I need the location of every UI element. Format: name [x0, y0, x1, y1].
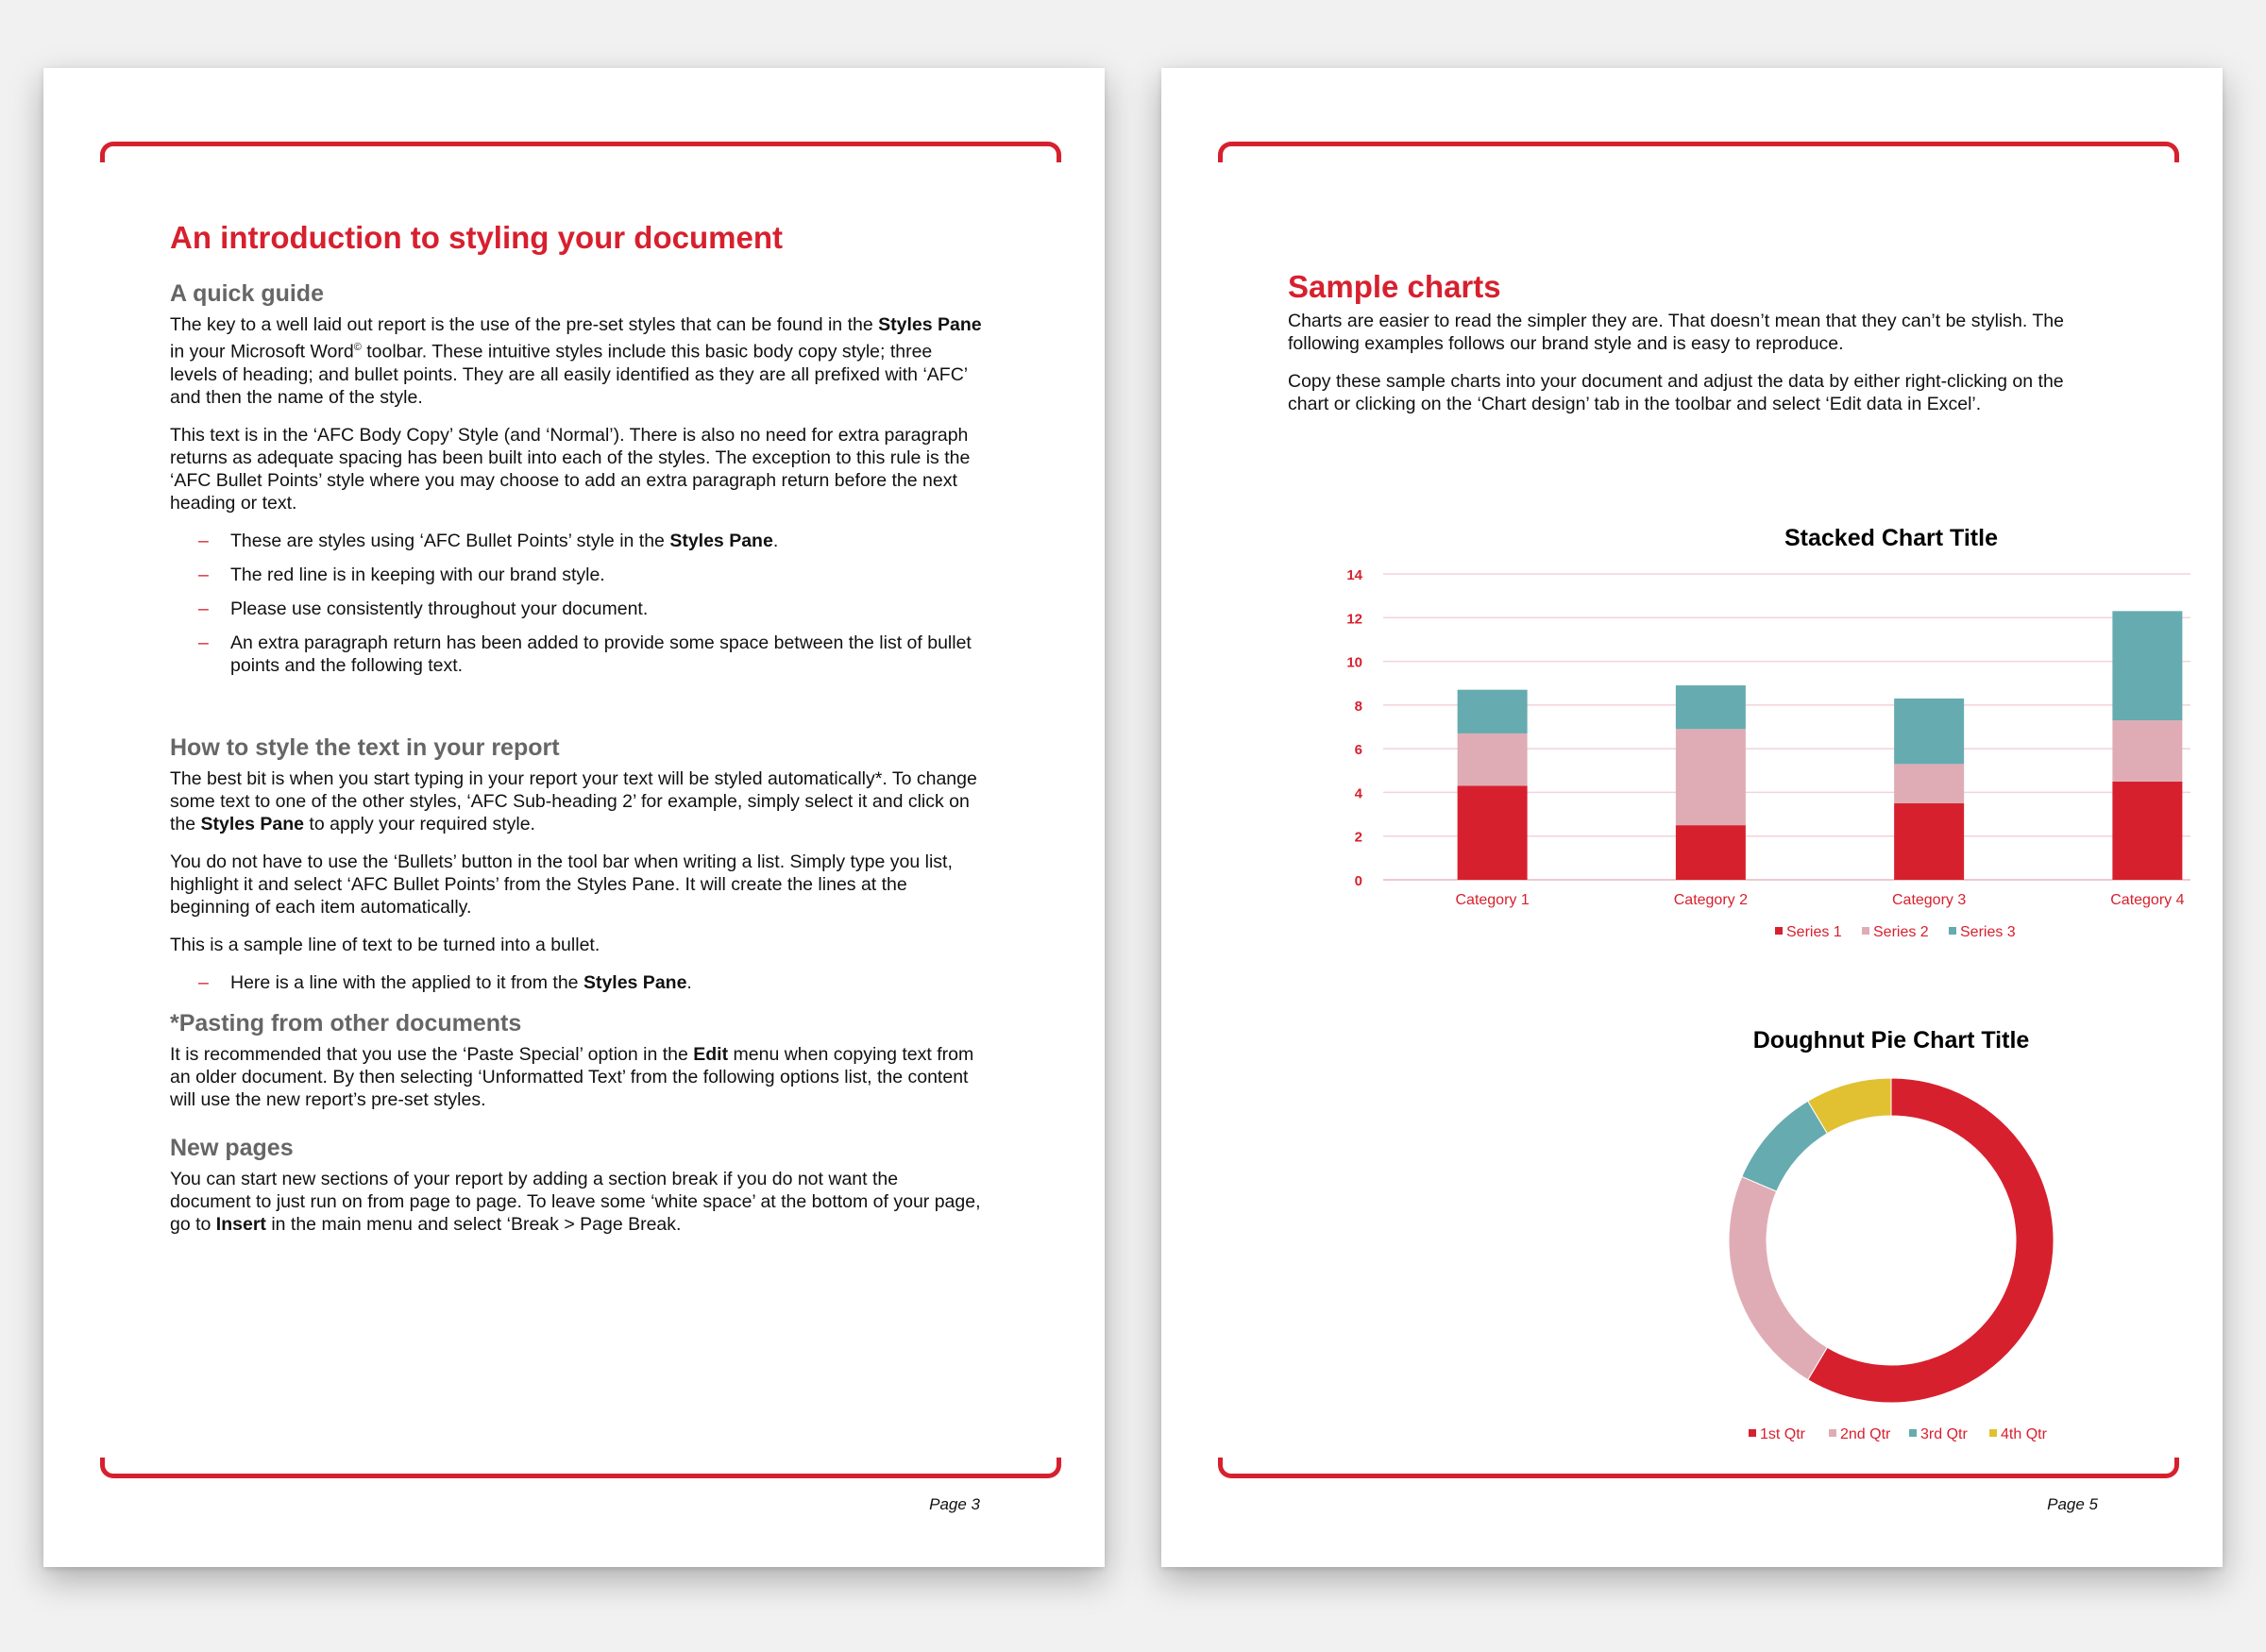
text: It is recommended that you use the ‘Paste Special’ option in the	[170, 1043, 694, 1065]
text: Here is a line with the applied to it from the	[230, 971, 583, 993]
legend-swatch	[1989, 1429, 1997, 1437]
paragraph: This is a sample line of text to be turned into a bullet.	[170, 934, 600, 955]
paragraph	[170, 767, 982, 835]
bullet-list	[170, 971, 982, 994]
section-heading-pasting: *Pasting from other documents	[170, 1009, 522, 1037]
page-title: An introduction to styling your document	[170, 220, 783, 255]
text: Please use consistently throughout your document.	[230, 598, 649, 619]
legend-label: 2nd Qtr	[1840, 1426, 1891, 1442]
bar-segment-series-2	[1676, 729, 1746, 825]
legend-label: 3rd Qtr	[1920, 1426, 1968, 1442]
doughnut-chart	[1246, 1012, 2190, 1456]
y-tick-label: 2	[1354, 829, 1362, 846]
bar-segment-series-1	[1458, 785, 1528, 880]
donut-slice-3rd-qtr	[1742, 1101, 1827, 1191]
x-tick-label: Category 1	[1455, 892, 1530, 908]
bullet-list	[170, 530, 982, 677]
text: You can start new sections of your report by adding a section break if you do not want the document to just run on from page to page. To leave some ‘white space’ at the bottom of your page, go to	[170, 1168, 981, 1235]
chart-title: Stacked Chart Title	[1784, 525, 1999, 551]
paragraph: Copy these sample charts into your document and adjust the data by either right-clicking on the chart or clicking on the ‘Chart design’ tab in the toolbar and select ‘Edit data in Excel’.	[1288, 371, 2064, 414]
x-tick-label: Category 3	[1891, 892, 1967, 908]
text: The red line is in keeping with our brand style.	[230, 564, 605, 585]
text: menu when copying text from an older document. By then selecting ‘Unformatted Text’ from the following options list, the content will use the new report’s pre-set styles.	[170, 1043, 974, 1110]
section-heading-quick-guide: A quick guide	[170, 280, 324, 307]
donut-slice-2nd-qtr	[1729, 1176, 1827, 1379]
bold-text: Styles Pane	[878, 314, 982, 335]
bar-segment-series-2	[2112, 720, 2182, 782]
chart-title: Doughnut Pie Chart Title	[1752, 1027, 2030, 1054]
bold-text: Insert	[215, 1213, 266, 1235]
bottom-red-rule	[100, 1458, 1061, 1478]
paragraph	[170, 1168, 982, 1236]
y-tick-label: 4	[1354, 785, 1362, 802]
bar-segment-series-1	[1676, 825, 1746, 880]
legend-label: Series 2	[1873, 924, 1929, 940]
bottom-red-rule	[1218, 1458, 2179, 1478]
text: toolbar. These intuitive styles include this basic body copy style; three levels of heading; and bullet points. They are all easily identified as they are all prefixed with ‘AFC’ and then the name of the style.	[170, 341, 968, 408]
page-number: Page 5	[2047, 1495, 2098, 1513]
legend-label: 4th Qtr	[2001, 1426, 2047, 1442]
top-red-rule	[1218, 142, 2179, 162]
list-item	[170, 971, 982, 994]
y-tick-label: 6	[1354, 742, 1362, 759]
y-tick-label: 0	[1354, 873, 1362, 889]
bold-text: Edit	[693, 1043, 729, 1065]
section-heading-new-pages: New pages	[170, 1134, 294, 1161]
y-tick-label: 12	[1346, 611, 1362, 628]
legend-swatch	[1829, 1429, 1836, 1437]
paragraph: This text is in the ‘AFC Body Copy’ Style (and ‘Normal’). There is also no need for extra paragraph returns as adequate spacing has been built into each of the styles. The exception to this rule is the ‘AFC Bullet Points’ style where you may choose to add an extra paragraph return before the next heading or text.	[170, 424, 971, 514]
bold-text: Styles Pane	[669, 530, 773, 551]
dash-bullet-icon: –	[198, 598, 209, 619]
x-tick-label: Category 4	[2110, 892, 2185, 908]
bar-segment-series-2	[1894, 764, 1964, 803]
page-number: Page 3	[929, 1495, 980, 1513]
dash-bullet-icon: –	[198, 971, 209, 993]
text: An extra paragraph return has been added to provide some space between the list of bullet points and the following text.	[230, 632, 972, 676]
text: .	[686, 971, 692, 993]
y-tick-label: 14	[1346, 567, 1362, 583]
legend-swatch	[1862, 927, 1869, 935]
page-content	[1288, 268, 2100, 430]
page-title: Sample charts	[1288, 269, 1501, 304]
text: in your Microsoft Word	[170, 341, 354, 362]
bar-segment-series-3	[1676, 685, 1746, 729]
text: The best bit is when you start typing in your report your text will be styled automatically*. To change some text to one of the other styles, ‘AFC Sub-heading 2’ for example, simply select it and click on the	[170, 767, 977, 834]
document-page-right	[1161, 68, 2223, 1567]
text: .	[772, 530, 779, 551]
paragraph	[170, 313, 982, 409]
legend-swatch	[1749, 1429, 1756, 1437]
text: The key to a well laid out report is the use of the pre-set styles that can be found in the	[170, 314, 879, 335]
y-tick-label: 10	[1346, 654, 1362, 671]
dash-bullet-icon: –	[198, 530, 209, 551]
bar-segment-series-3	[1458, 690, 1528, 733]
legend-label: Series 3	[1960, 924, 2016, 940]
stacked-bar-chart	[1246, 510, 2190, 953]
dash-bullet-icon: –	[198, 632, 209, 653]
bar-segment-series-1	[1894, 803, 1964, 880]
text: in the main menu and select ‘Break > Page Break.	[265, 1213, 682, 1235]
page-content	[170, 219, 982, 1251]
section-heading-style-text: How to style the text in your report	[170, 733, 560, 761]
y-tick-label: 8	[1354, 698, 1362, 715]
bar-segment-series-3	[1894, 699, 1964, 764]
bold-text: Styles Pane	[583, 971, 687, 993]
bar-segment-series-2	[1458, 733, 1528, 786]
list-item	[170, 598, 982, 620]
list-item	[170, 564, 982, 586]
list-item	[170, 530, 982, 552]
bar-segment-series-3	[2112, 611, 2182, 720]
list-item	[170, 632, 982, 677]
superscript: ©	[353, 342, 362, 353]
legend-label: 1st Qtr	[1760, 1426, 1806, 1442]
bold-text: Styles Pane	[200, 813, 305, 834]
document-page-left	[43, 68, 1105, 1567]
dash-bullet-icon: –	[198, 564, 209, 585]
text: These are styles using ‘AFC Bullet Points’ style in the	[230, 530, 670, 551]
legend-swatch	[1909, 1429, 1917, 1437]
donut-slice-1st-qtr	[1808, 1078, 2054, 1403]
paragraph	[170, 1043, 982, 1111]
paragraph: You do not have to use the ‘Bullets’ button in the tool bar when writing a list. Simply type you list, highlight it and select ‘AFC Bullet Points’ from the Styles Pane. It will create the lines at the beginning of each item automatically.	[170, 851, 953, 918]
paragraph: Charts are easier to read the simpler they are. That doesn’t mean that they can’t be stylish. The following examples follows our brand style and is easy to reproduce.	[1288, 311, 2064, 354]
top-red-rule	[100, 142, 1061, 162]
text: to apply your required style.	[304, 813, 535, 834]
x-tick-label: Category 2	[1673, 892, 1749, 908]
legend-swatch	[1775, 927, 1783, 935]
legend-swatch	[1949, 927, 1956, 935]
bar-segment-series-1	[2112, 782, 2182, 880]
legend-label: Series 1	[1786, 924, 1842, 940]
